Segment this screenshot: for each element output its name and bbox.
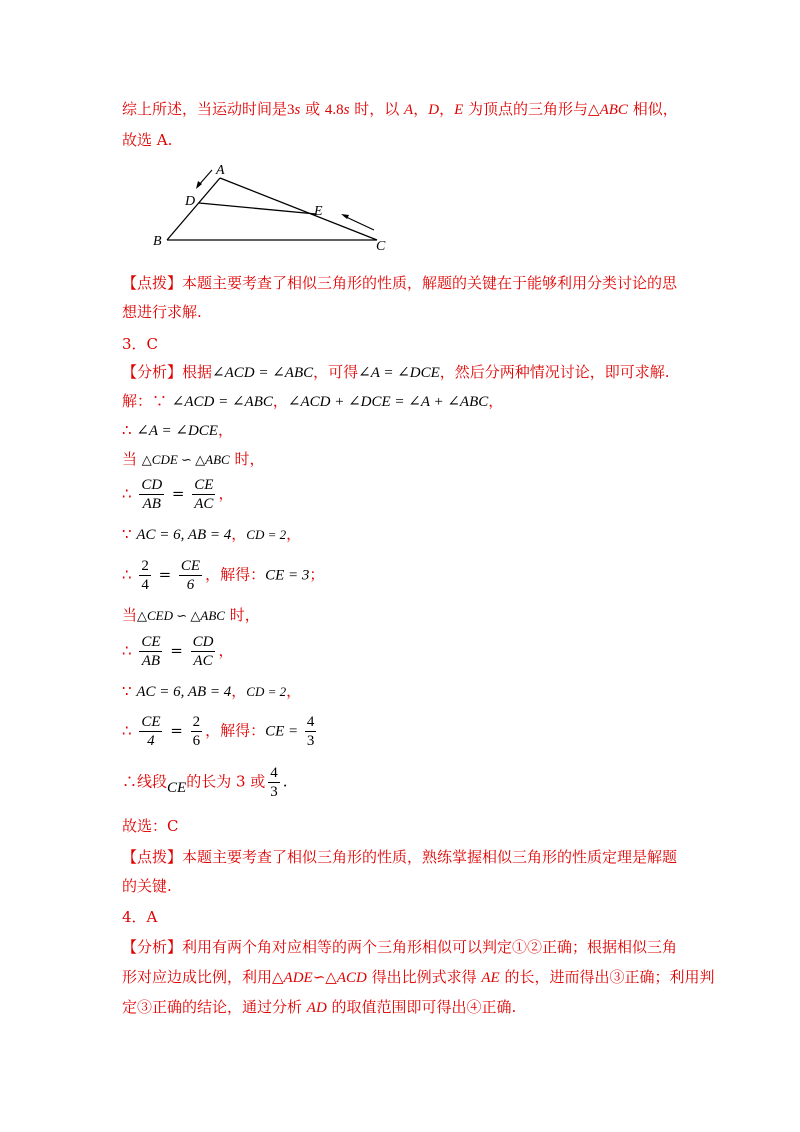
- text-line-tip-cont: 想进行求解.: [122, 303, 202, 321]
- text-line-angle-equal: ∴ ∠A = ∠DCE，: [122, 421, 233, 439]
- label-a: A: [216, 163, 225, 178]
- text-line-tip: 【点拨】本题主要考查了相似三角形的性质，解题的关键在于能够利用分类讨论的思: [122, 274, 678, 292]
- text-line-case1: 当 △CDE ∽ △ABC 时，: [122, 450, 265, 468]
- text-line-given1: ∵ AC = 6, AB = 4，CD = 2，: [122, 525, 302, 543]
- text-line-answer-c: 故选：C: [122, 817, 179, 835]
- fraction: $\frac{CD}{AB}$: [141, 477, 163, 512]
- fraction: $\frac{2}{4}$: [141, 558, 149, 593]
- segment-ac: [220, 178, 377, 240]
- label-c: C: [376, 239, 386, 254]
- fraction: $\frac{4}{3}$: [270, 765, 278, 800]
- label-d: D: [185, 194, 196, 209]
- fraction: $\frac{2}{6}$: [192, 714, 201, 749]
- question-number-3: 3．C: [122, 335, 159, 353]
- triangle-figure: [140, 160, 400, 255]
- text-line-given2: ∵ AC = 6, AB = 4，CD = 2，: [122, 682, 302, 700]
- label-e: E: [314, 204, 323, 219]
- text-line-analysis-4-c: 定③正确的结论，通过分析 AD 的取值范围即可得出④正确.: [122, 998, 517, 1016]
- label-b: B: [153, 234, 162, 249]
- fraction: $\frac{CE}{4}$: [141, 714, 161, 749]
- arrow-up-left-icon: [344, 216, 374, 230]
- fraction: $\frac{CE}{AC}$: [194, 477, 214, 512]
- text-line-answer: 故选 A.: [122, 131, 173, 149]
- text-line-tip-2-cont: 的关键.: [122, 877, 172, 895]
- text-line-tip-2: 【点拨】本题主要考查了相似三角形的性质，熟练掌握相似三角形的性质定理是解题: [122, 848, 678, 866]
- text-line-solution: 解：∵ ∠ACD = ∠ABC，∠ACD + ∠DCE = ∠A + ∠ABC，: [122, 392, 504, 410]
- text-line-conclusion: 综上所述，当运动时间是3s 或 4.8s 时，以 A，D，E 为顶点的三角形与△ABC 相似，: [122, 100, 678, 118]
- text-line-ratio2: ∴ $\frac{CE}{AB}$ = $\frac{CD}{AC}$ ，: [122, 634, 234, 669]
- text-line-analysis-4-b: 形对应边成比例，利用△ADE∽△ACD 得出比例式求得 AE 的长，进而得出③正确；利用判: [122, 968, 715, 986]
- text-line-solve2: ∴ $\frac{CE}{4}$ = $\frac{2}{6}$ ，解得：CE = $\frac{4}{3}$: [122, 714, 315, 749]
- text-line-analysis-4: 【分析】利用有两个角对应相等的两个三角形相似可以判定①②正确；根据相似三角: [122, 938, 678, 956]
- segment-ba: [167, 178, 220, 240]
- text-line-case2: 当△CED ∽ △ABC 时，: [122, 606, 260, 624]
- fraction: $\frac{CD}{AC}$: [192, 634, 214, 669]
- text-line-solve1: ∴ $\frac{2}{4}$ = $\frac{CE}{6}$ ，解得：CE = 3；: [122, 558, 325, 593]
- text-line-ratio1: ∴ $\frac{CD}{AB}$ = $\frac{CE}{AC}$ ，: [122, 477, 234, 512]
- question-number-4: 4．A: [122, 908, 158, 926]
- text-line-result: ∴线段CE的长为 3 或 $\frac{4}{3}$ .: [122, 765, 288, 800]
- fraction: $\frac{CE}{6}$: [180, 558, 201, 593]
- fraction: $\frac{4}{3}$: [306, 714, 315, 749]
- fraction: $\frac{CE}{AB}$: [141, 634, 161, 669]
- text-line-analysis: 【分析】根据∠ACD = ∠ABC，可得∠A = ∠DCE，然后分两种情况讨论，即可求解.: [122, 363, 670, 381]
